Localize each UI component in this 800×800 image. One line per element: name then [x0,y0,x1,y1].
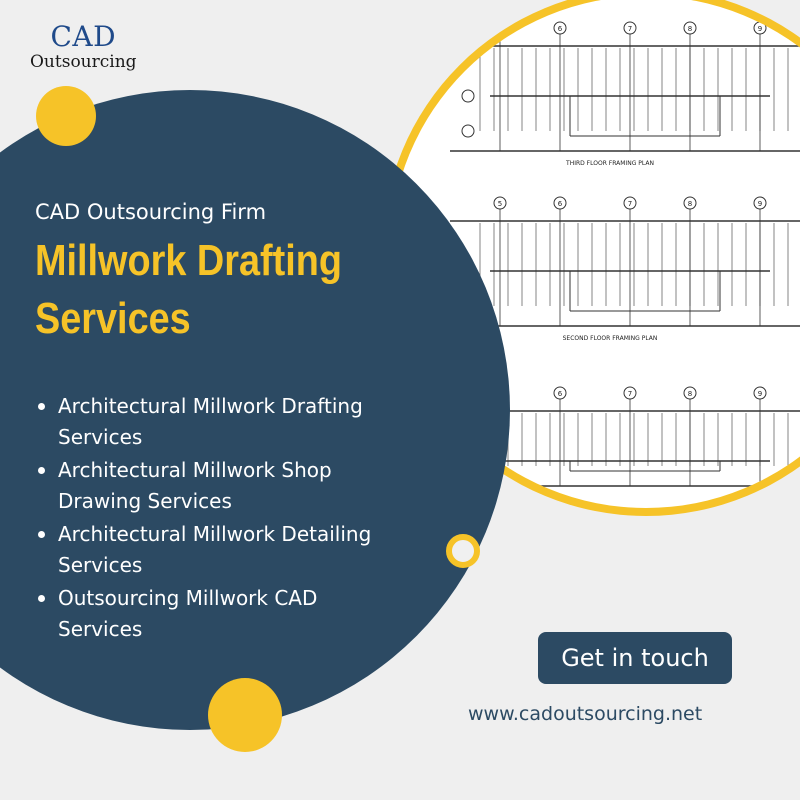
grid-label: 9 [757,390,763,398]
services-list [38,391,398,647]
website-link[interactable]: www.cadoutsourcing.net [468,703,703,725]
service-item: Architectural Millwork Drafting Services [38,391,398,453]
grid-label: 8 [687,25,693,33]
grid-label: 6 [557,390,563,398]
service-item: Architectural Millwork Detailing Services [38,519,398,581]
logo-subtitle: Outsourcing [30,52,137,72]
grid-label: 7 [627,25,633,33]
grid-label: 6 [557,25,563,33]
logo-wordmark: CAD [50,20,117,53]
headline-line: Millwork Drafting [35,236,342,285]
yellow-ring-decoration [446,534,480,568]
yellow-dot-decoration [208,678,282,752]
grid-label: 7 [627,200,633,208]
yellow-dot-decoration [36,86,96,146]
grid-label: 9 [757,25,763,33]
grid-label: 5 [497,25,503,33]
grid-label: 8 [687,200,693,208]
eyebrow-text: CAD Outsourcing Firm [35,200,267,224]
service-item: Architectural Millwork Shop Drawing Services [38,455,398,517]
grid-label: 6 [557,200,563,208]
grid-label: 9 [757,200,763,208]
service-item: Outsourcing Millwork CAD Services [38,583,398,645]
plan-title: THIRD FLOOR FRAMING PLAN [566,160,654,167]
grid-label: 8 [687,390,693,398]
plan-title: SECOND FLOOR FRAMING PLAN [562,335,658,342]
grid-label: 5 [497,200,503,208]
grid-label: 7 [627,390,633,398]
headline-line: Services [35,294,191,343]
get-in-touch-button[interactable]: Get in touch [538,632,732,684]
company-logo[interactable] [30,22,137,72]
headline [35,232,345,348]
